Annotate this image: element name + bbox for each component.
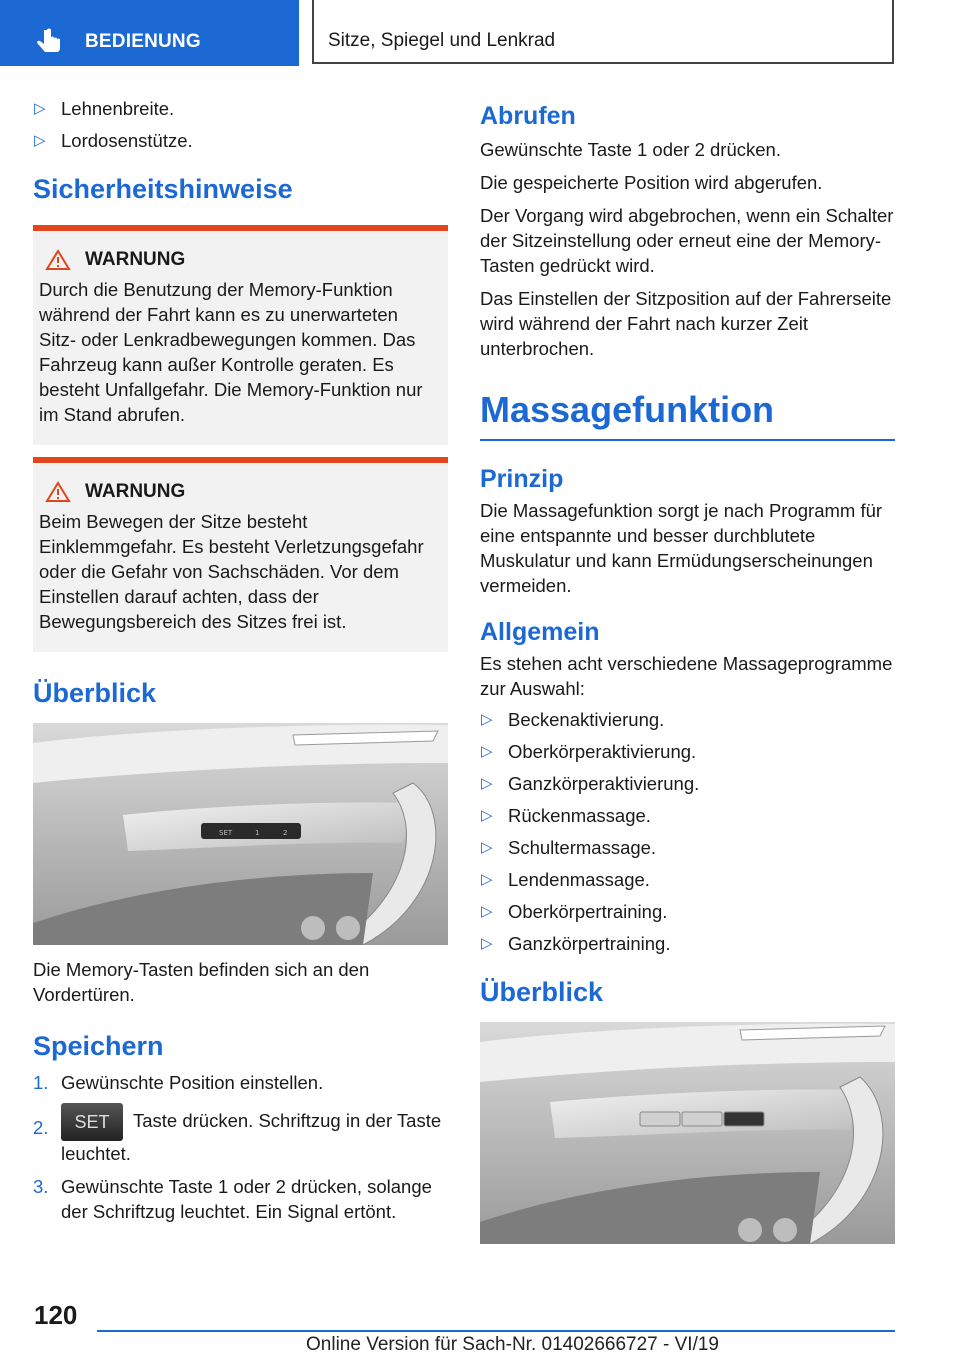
warning-label: WARNUNG: [85, 249, 186, 270]
recall-paragraph: Der Vorgang wird abgebrochen, wenn ein Schalter der Sitzeinstellung oder erneut eine der Memory-Tasten gedrückt wird.: [480, 205, 894, 276]
massage-title-block: [480, 389, 895, 441]
warning-triangle-icon: [45, 481, 71, 503]
recall-paragraph: Das Einstellen der Sitzposition auf der Fahrerseite wird während der Fahrt nach kurzer Zeit unterbrochen.: [480, 288, 892, 359]
principle-text: Die Massagefunktion sorgt je nach Programm für eine entspannte und besser durchblutete Muskulatur und kann Ermüdungserscheinungen vermeiden.: [480, 500, 883, 596]
warning-box: [33, 457, 448, 652]
chapter-title: Sitze, Spiegel und Lenkrad: [328, 30, 556, 51]
list-item: ▷ Oberkörperaktivierung.: [481, 741, 697, 762]
save-steps: [33, 1070, 448, 1224]
door-panel-illustration: [33, 723, 448, 945]
chapter-header: [312, 0, 894, 64]
warning-text: Beim Bewegen der Sitze besteht Einklemmgefahr. Es besteht Verletzungsgefahr oder die Gefahr von Sachschäden. Vor dem Einstellen darauf achten, dass der Bewegungsbereich des Sitzes frei ist.: [39, 511, 424, 632]
triangle-bullet-icon: ▷: [481, 903, 493, 920]
door-panel-illustration-2: [480, 1022, 895, 1244]
memory-2-label: 2: [283, 829, 288, 837]
triangle-bullet-icon: ▷: [481, 935, 493, 952]
list-item: ▷ Schultermassage.: [481, 837, 657, 858]
photo-caption: Die Memory-Tasten befinden sich an den Vordertüren.: [33, 959, 370, 1005]
general-heading: Allgemein: [480, 618, 600, 646]
set-button-icon: SET: [61, 1103, 123, 1141]
recall-heading: Abrufen: [480, 102, 576, 130]
massage-buttons-photo: [480, 1022, 895, 1244]
triangle-bullet-icon: ▷: [481, 807, 493, 824]
overview-heading: Überblick: [33, 678, 157, 708]
left-column: [33, 98, 448, 1232]
triangle-bullet-icon: ▷: [481, 871, 493, 888]
principle-heading: Prinzip: [480, 465, 564, 493]
memory-set-label: SET: [219, 829, 233, 837]
save-heading: Speichern: [33, 1031, 164, 1061]
heading-rule: [480, 439, 895, 441]
list-item: 2. SET Taste drücken. Schriftzug in der Taste leuchtet.: [33, 1103, 448, 1166]
online-version-text: Online Version für Sach-Nr. 01402666727 - VI/19: [306, 1334, 719, 1355]
footer-rule: [97, 1330, 895, 1332]
adjustment-list: [33, 98, 448, 152]
triangle-bullet-icon: ▷: [481, 743, 493, 760]
safety-heading: Sicherheitshinweise: [33, 174, 293, 204]
list-item: 3. Gewünschte Taste 1 oder 2 drücken, solange der Schriftzug leuchtet. Ein Signal ertönt.: [33, 1176, 432, 1222]
overview-heading-2: Überblick: [480, 977, 604, 1007]
recall-paragraph: Gewünschte Taste 1 oder 2 drücken.: [480, 139, 781, 160]
list-item: ▷ Lehnenbreite.: [34, 98, 175, 119]
general-text: Es stehen acht verschiedene Massageprogramme zur Auswahl:: [480, 653, 893, 699]
list-item: ▷ Ganzkörperaktivierung.: [481, 773, 700, 794]
triangle-bullet-icon: ▷: [34, 100, 46, 117]
triangle-bullet-icon: ▷: [481, 775, 493, 792]
triangle-bullet-icon: ▷: [481, 711, 493, 728]
list-item: ▷ Lendenmassage.: [481, 869, 650, 890]
massage-program-list: [480, 709, 895, 955]
warning-text: Durch die Benutzung der Memory-Funktion während der Fahrt kann es zu unerwarteten Sitz- oder Lenkradbewegungen kommen. Das Fahrzeug kann außer Kontrolle geraten. Es besteht Unfallgefahr. Die Memory-Funktion nur im Stand abrufen.: [39, 279, 423, 425]
list-item: ▷ Rückenmassage.: [481, 805, 651, 826]
warning-triangle-icon: [45, 249, 71, 271]
memory-1-label: 1: [255, 829, 260, 837]
list-item: ▷ Oberkörpertraining.: [481, 901, 668, 922]
right-column: [480, 102, 895, 1244]
warning-header: [45, 481, 440, 503]
triangle-bullet-icon: ▷: [34, 132, 46, 149]
massage-button: [724, 1112, 764, 1126]
warning-label: WARNUNG: [85, 481, 186, 502]
warning-header: [45, 249, 440, 271]
massage-heading: Massagefunktion: [480, 389, 775, 430]
memory-buttons-photo: [33, 723, 448, 945]
list-item: ▷ Beckenaktivierung.: [481, 709, 665, 730]
page-number: 120: [34, 1300, 78, 1330]
list-item: ▷ Lordosenstütze.: [34, 130, 193, 151]
section-tab-label: BEDIENUNG: [85, 31, 201, 52]
list-item: ▷ Ganzkörpertraining.: [481, 933, 671, 954]
recall-paragraph: Die gespeicherte Position wird abgerufen.: [480, 172, 823, 193]
list-item: 1. Gewünschte Position einstellen.: [33, 1072, 324, 1093]
triangle-bullet-icon: ▷: [481, 839, 493, 856]
section-tab[interactable]: [0, 0, 299, 66]
warning-box: [33, 225, 448, 445]
hand-pointer-icon: [34, 26, 64, 56]
